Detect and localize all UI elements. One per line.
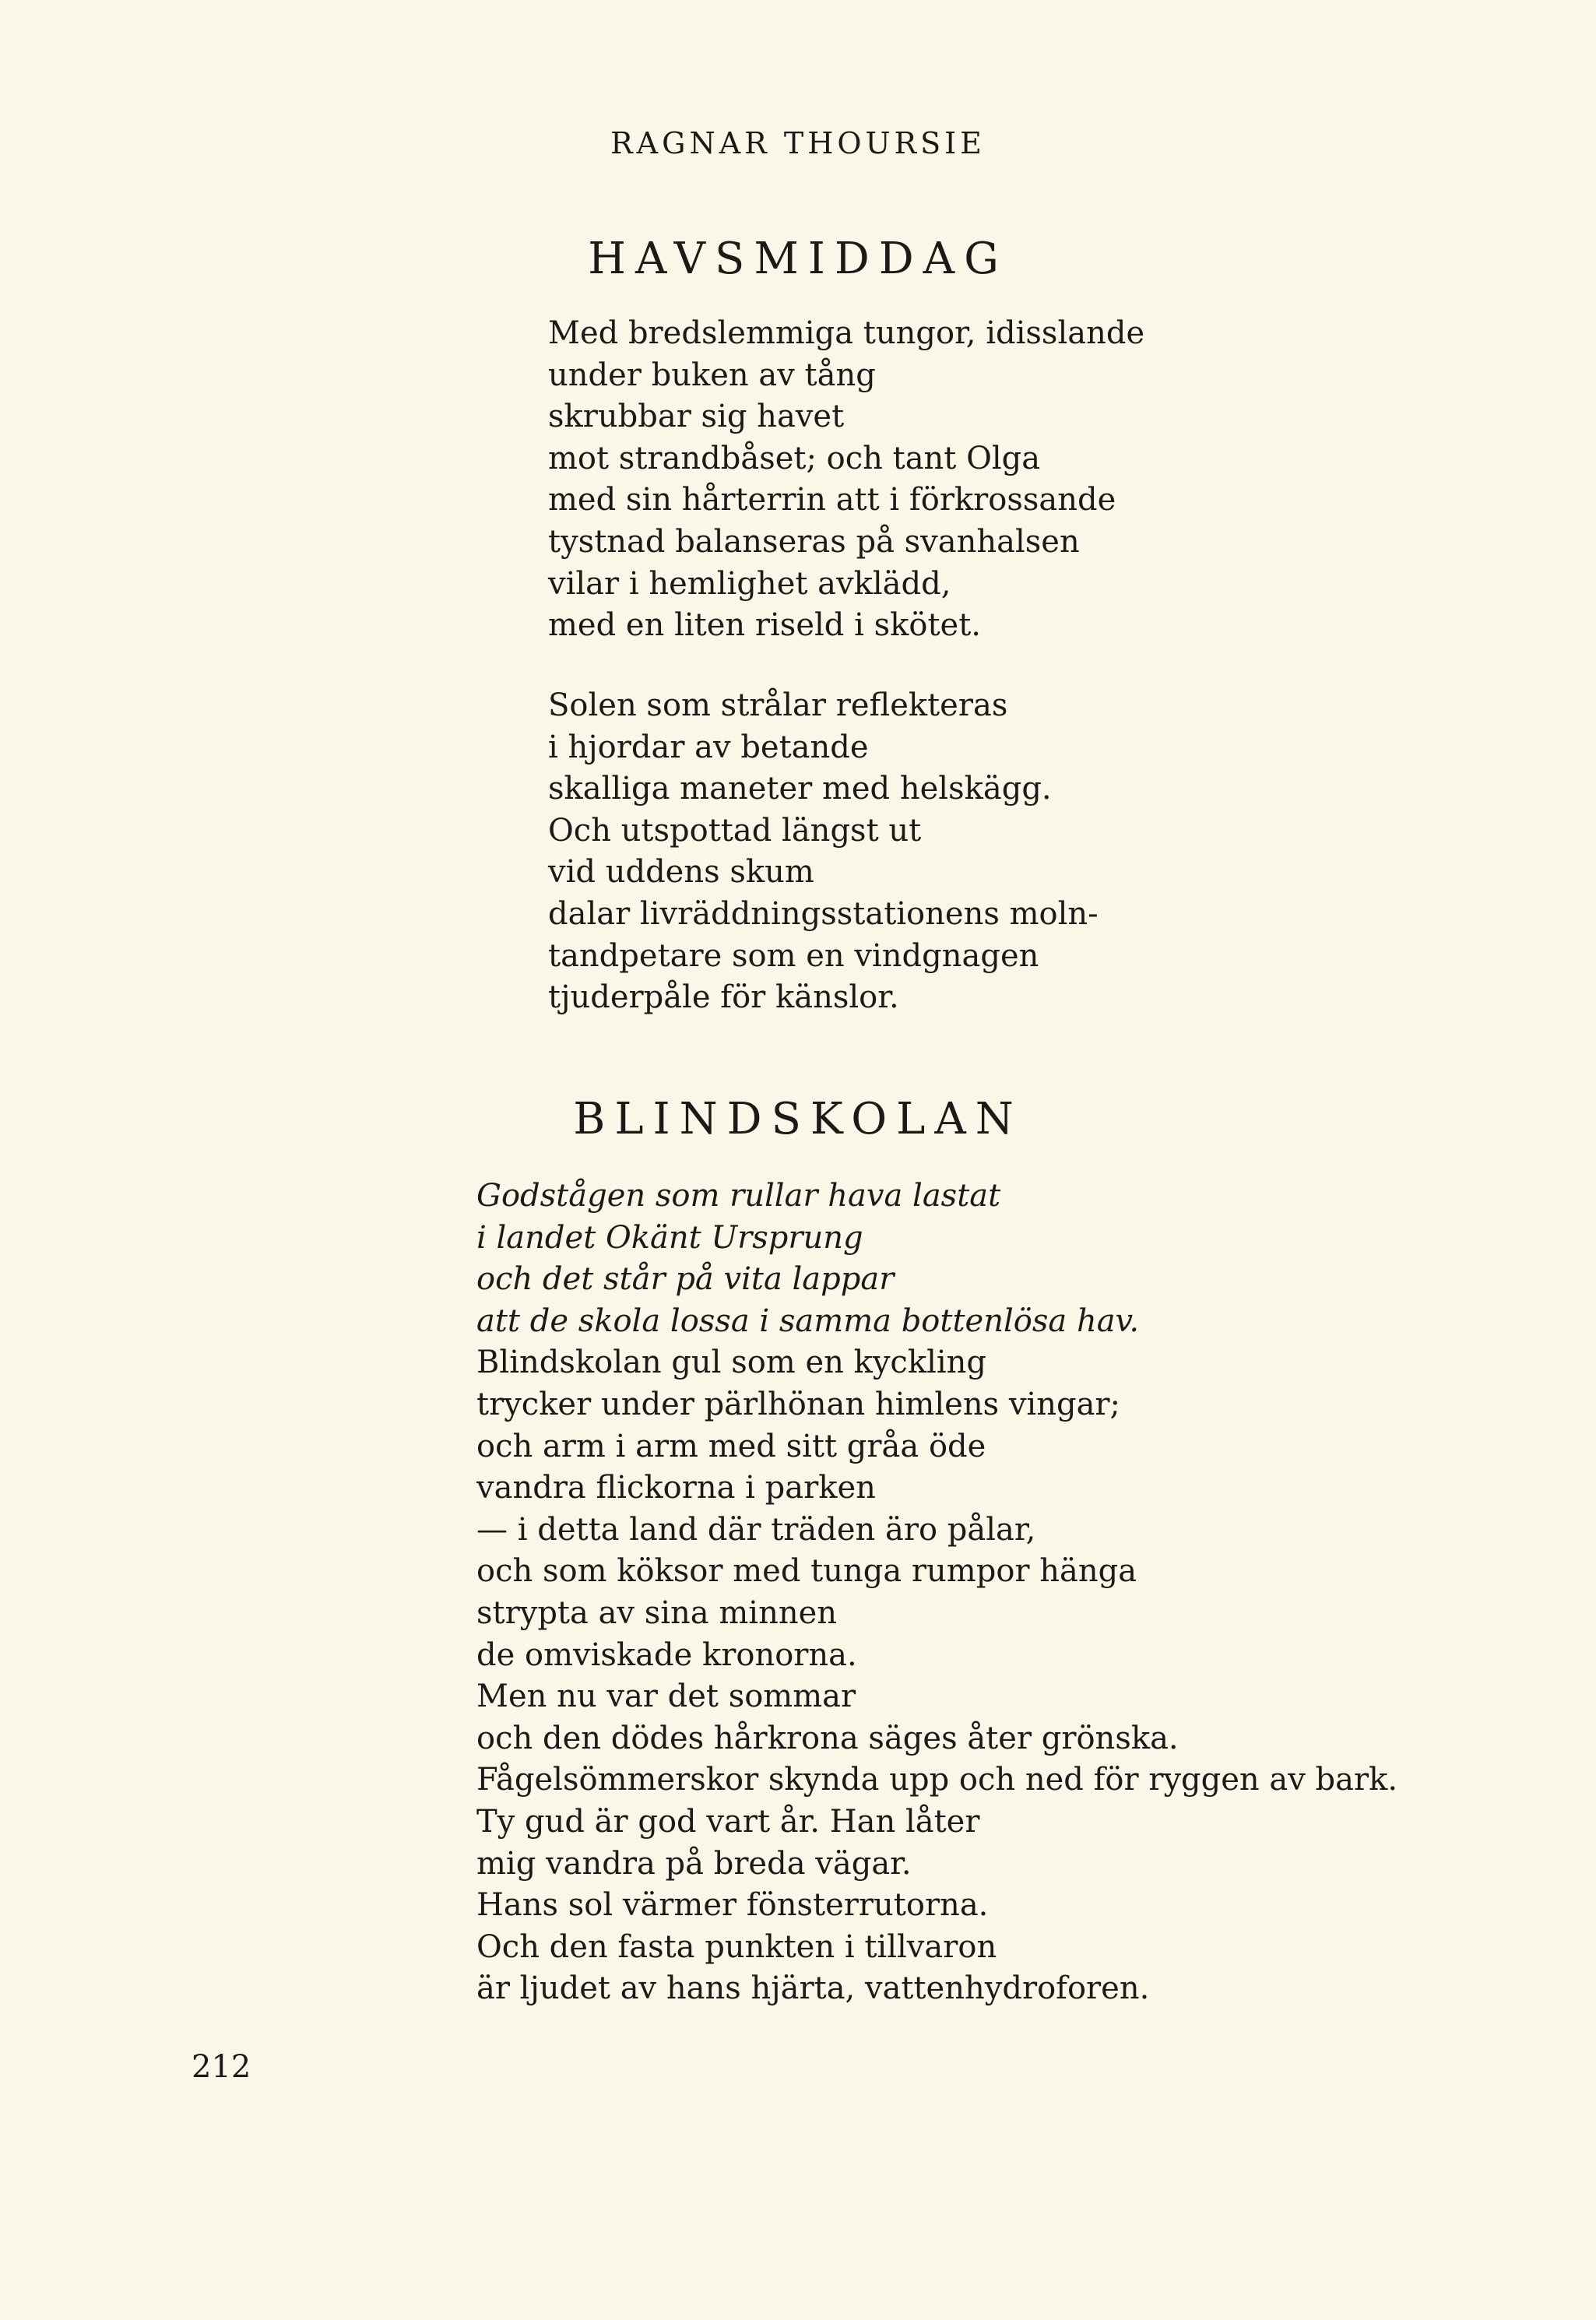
poem-line: i hjordar av betande	[548, 729, 869, 765]
poem-line: och den dödes hårkrona säges åter grönska.	[476, 1720, 1179, 1756]
poem-line: de omviskade kronorna.	[476, 1636, 857, 1673]
author-header: RAGNAR THOURSIE	[610, 126, 986, 160]
poem-line: med sin hårterrin att i förkrossande	[548, 482, 1116, 518]
poem-line-italic: och det står på vita lappar	[476, 1261, 895, 1298]
poem-line: strypta av sina minnen	[476, 1594, 838, 1631]
poem-line: vandra flickorna i parken	[476, 1470, 876, 1506]
havsmiddag-stanza-1	[548, 313, 1144, 647]
poem-line: Solen som strålar reflekteras	[548, 687, 1008, 723]
poem-line: Ty gud är god vart år. Han låter	[476, 1803, 980, 1840]
poem-line-italic: att de skola lossa i samma bottenlösa hav.	[476, 1302, 1140, 1339]
poem-line: Och utspottad längst ut	[548, 812, 922, 849]
poem-line-italic: Godstågen som rullar hava lastat	[476, 1178, 1001, 1214]
poem-line: med en liten riseld i skötet.	[548, 607, 981, 644]
poem-line: tandpetare som en vindgnagen	[548, 937, 1039, 974]
poem-line: tystnad balanseras på svanhalsen	[548, 523, 1080, 560]
poem-line: Fågelsömmerskor skynda upp och ned för ryggen av bark.	[476, 1762, 1398, 1798]
poem-line: Blindskolan gul som en kyckling	[476, 1345, 987, 1381]
poem-line: Och den fasta punkten i tillvaron	[476, 1928, 997, 1965]
poem-line: skalliga maneter med helskägg.	[548, 771, 1052, 807]
poem-line: trycker under pärlhönan himlens vingar;	[476, 1386, 1121, 1422]
poem-line: under buken av tång	[548, 357, 876, 393]
poem-line: mig vandra på breda vägar.	[476, 1845, 912, 1882]
poem-title-havsmiddag: HAVSMIDDAG	[588, 234, 1008, 284]
poem-line: Hans sol värmer fönsterrutorna.	[476, 1887, 989, 1924]
page-number: 212	[192, 2049, 251, 2085]
poem-line: Med bredslemmiga tungor, idisslande	[548, 315, 1145, 351]
havsmiddag-stanza-2	[548, 685, 1099, 1019]
poem-line-italic: i landet Okänt Ursprung	[476, 1219, 863, 1256]
poem-title-blindskolan: BLINDSKOLAN	[573, 1094, 1023, 1144]
poem-line: och arm i arm med sitt gråa öde	[476, 1428, 986, 1464]
poem-line: skrubbar sig havet	[548, 399, 845, 435]
poem-line: tjuderpåle för känslor.	[548, 979, 899, 1016]
poem-line: dalar livräddningsstationens moln-	[548, 895, 1099, 932]
poem-line: — i detta land där träden äro pålar,	[476, 1511, 1036, 1548]
poem-line: Men nu var det sommar	[476, 1678, 856, 1715]
poem-line: är ljudet av hans hjärta, vattenhydroforen.	[476, 1970, 1150, 2007]
poem-line: vilar i hemlighet avklädd,	[548, 565, 951, 602]
poem-line: vid uddens skum	[548, 854, 814, 891]
poem-line: mot strandbåset; och tant Olga	[548, 440, 1041, 476]
poem-line: och som köksor med tunga rumpor hänga	[476, 1553, 1137, 1590]
blindskolan-text	[476, 1176, 1397, 2010]
